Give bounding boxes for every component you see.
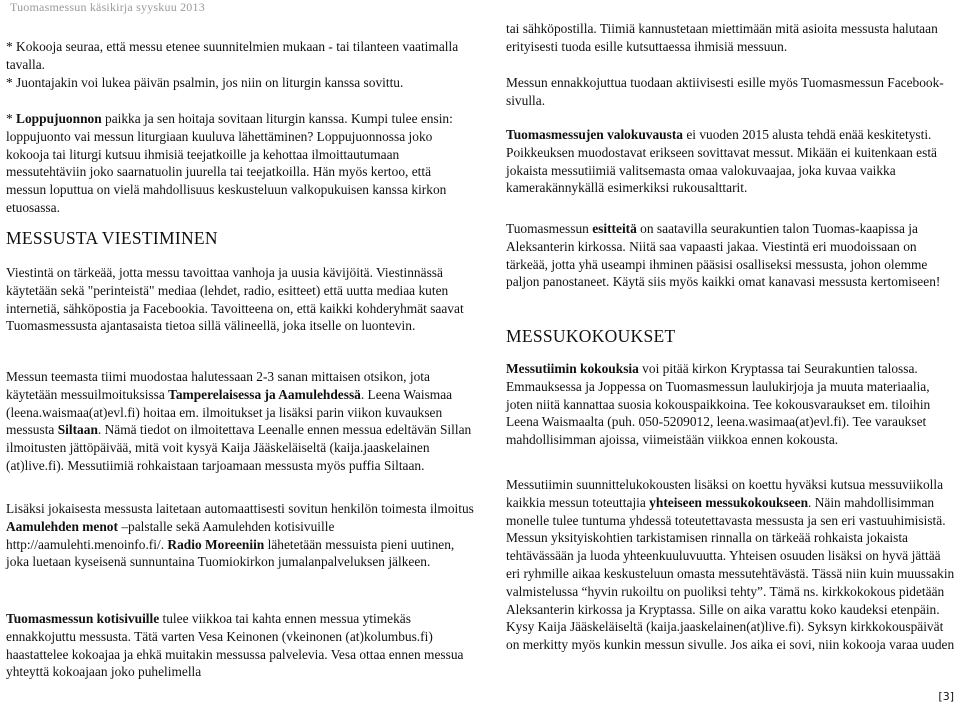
page-number: [3] bbox=[938, 690, 954, 703]
text: Messutiimin suunnittelukokousten lisäksi on koettu hyväksi kutsua messuviikolla kaikkia messun toteuttajia bbox=[506, 477, 944, 510]
text: –palstalle sekä Aamulehden kotisivuille http://aamulehti.menoinfo.fi/. bbox=[6, 518, 335, 552]
document-header: Tuomasmessun käsikirja syyskuu 2013 bbox=[10, 0, 205, 14]
text: ei vuoden 2015 alusta tehdä enää keskitetysti. Poikkeuksen muodostavat erikseen sovittavat messut. Mikään ei kuitenkaan estä jokaista messutiimiä valitsemasta omaa valokuvaajaa, joka kuvaa vaikka kamerakännykällä esimerkiksi rukousalttarit. bbox=[506, 127, 938, 196]
text: paikka ja sen hoitaja sovitaan liturgin kanssa. Kumpi tulee ensin: loppujuonto vai messun liturgiaan kuuluva lähettäminen? Loppujuonnossa joko kokooja tai liturgi kutsuu ihmisiä teejatkoille ja kehottaa ilmoittautumaan messutehtäviin joko saarnatuolin juurella tai teejatkoilla. Hän myös kertoo, että messun loputtua on vielä mahdollisuus keskusteluun valkopukuisen kanssa kirkon etuosassa. bbox=[6, 111, 453, 215]
bold-term: Tamperelaisessa ja Aamulehdessä bbox=[168, 386, 361, 402]
bold-term: Aamulehden menot bbox=[6, 518, 118, 534]
bold-term: Messutiimin kokouksia bbox=[506, 361, 639, 376]
paragraph-esitteet bbox=[506, 220, 958, 291]
text: . Näin mahdollisimman monelle tulee tuntuma yhdessä toteutettavasta messusta ja sen eri vastuuhimisistä. Messun yksityiskohtien tarkistamisen rinnalla on tärkeää rohkaista jokaista tehtävässään ja luoda yhteenkuuluvuutta. Yhteisen osuuden lisäksi on hyvä jättää eri ryhmille aikaa keskusteluun omasta messutehtävästä. Tässä niin kuin muussakin valmistelussa “hyvin rukoiltu on puoliksi tehty”. Tämä ns. kirkkokokous pidetään Aleksanterin kirkossa ja Kryptassa. Sille on aika varattu koko kaudeksi etenpäin. Kysy Kaija Jääskeläiseltä (kaija.jaaskelainen(at)live.fi). Syksyn kirkkokouspäivät on merkitty myös kunkin messun sivulle. Jos aika ei sovi, niin kokooja varaa uuden bbox=[506, 494, 955, 653]
bold-term: Radio Moreeniin bbox=[167, 536, 265, 552]
text: Messun teemasta tiimi muodostaa halutessaan 2-3 sanan mittaisen otsikon, jota käytetään messuilmoituksissa bbox=[6, 369, 430, 402]
text: voi pitää kirkon Kryptassa tai Seurakuntien talossa. Emmauksessa ja Joppessa on Tuomasmessun laulukirjoja ja muuta materiaalia, joten niitä kannattaa suosia kokouspaikkoina. Tee kokousvaraukset em. tiloihin Leena Waismaalta (puh. 050-5209012, leena.wasimaa(at)evl.fi). Tee varaukset mahdollisimman ajoissa, viimeistään viikkoa ennen kokousta. bbox=[506, 361, 931, 448]
paragraph-kotisivut bbox=[6, 610, 474, 681]
paragraph-messukokous bbox=[506, 476, 958, 654]
text: tulee viikkoa tai kahta ennen messua ytimekäs ennakkojuttu messusta. Tätä varten Vesa Keinonen (vkeinonen (at)kolumbus.fi) haastattelee kokoajaa ja ehkä muitakin messussa palvelevia. Vesa ottaa ennen messua yhteyttä kokoajaan joko puhelimella bbox=[6, 611, 464, 680]
bold-term: yhteiseen messukokoukseen bbox=[649, 494, 809, 510]
paragraph-juontaja: * Juontajakin voi lukea päivän psalmin, jos niin on liturgin kanssa sovittu. bbox=[6, 75, 404, 90]
bold-term: Tuomasmessun kotisivuille bbox=[6, 611, 160, 626]
text: Tuomasmessun bbox=[506, 221, 593, 236]
text: * bbox=[6, 111, 17, 126]
bold-term: Siltaan bbox=[57, 422, 98, 438]
text: . Leena Waismaa (leena.waismaa(at)evl.fi) hoitaa em. ilmoitukset ja lisäksi parin viikon kuvauksen messusta bbox=[6, 386, 453, 438]
text: on saatavilla seurakuntien talon Tuomas-kaapissa ja Aleksanterin kirkossa. Niitä saa vapaasti jakaa. Viestintä eri muodoissaan on tärkeää, jotta yhä useampi ihminen pääsisi osalliseksi messusta, johon olemme paljon panostaneet. Käytä siis myös kaikki omat kanavasi messusta kertomiseen! bbox=[506, 221, 941, 290]
section-heading-messukokoukset: MESSUKOKOUKSET bbox=[506, 326, 676, 346]
paragraph-facebook: Messun ennakkojuttua tuodaan aktiivisesti esille myös Tuomasmessun Facebook-sivulla. bbox=[506, 75, 944, 108]
paragraph-sahkoposti: tai sähköpostilla. Tiimiä kannustetaan miettimään mitä asioita messusta halutaan erityisesti tuoda esille kutsuttaessa ihmisiä messuun. bbox=[506, 21, 938, 54]
paragraph-valokuvaus bbox=[506, 126, 958, 197]
text: . Nämä tiedot on ilmoitettava Leenalle ennen messua edeltävän Sillan ilmoitusten jättöpäivää, mitä voit kysyä Kaija Jääskeläiseltä (kaija.jaaskelainen (at)live.fi). Messutiimiä rohkaistaan tarjoamaan messusta myös puffia Siltaan. bbox=[6, 422, 472, 473]
paragraph-teema bbox=[6, 368, 474, 475]
text: lähetetään messuista pieni uutinen, joka luetaan kyseisenä sunnuntaina Tuomiokirkon jumalanpalveluksen jälkeen. bbox=[6, 536, 455, 570]
paragraph-loppujuonto bbox=[6, 110, 474, 217]
text: Lisäksi jokaisesta messusta laitetaan automaattisesti sovitun henkilön toimesta ilmoitus bbox=[6, 501, 474, 516]
paragraph-ilmoitus bbox=[6, 500, 474, 571]
bold-term: Loppujuonnon bbox=[16, 111, 102, 126]
section-heading-viestiminen: MESSUSTA VIESTIMINEN bbox=[6, 228, 218, 248]
paragraph-viestinta: Viestintä on tärkeää, jotta messu tavoittaa vanhoja ja uusia kävijöitä. Viestinnässä käytetään sekä "perinteistä" mediaa (lehdet, radio, esitteet) että uutta mediaa kuten internetiä, sähköpostia ja Facebookia. Tavoitteena on, että kaikki kohderyhmät saavat Tuomasmessusta ajantasaista tietoa sillä välineellä, joka itselle on luontevin. bbox=[6, 265, 464, 334]
bold-term: esitteitä bbox=[592, 221, 637, 236]
paragraph-kokooja: * Kokooja seuraa, että messu etenee suunnitelmien mukaan - tai tilanteen vaatimalla tavalla. bbox=[6, 39, 459, 72]
paragraph-kokoukset bbox=[506, 360, 958, 449]
bold-term: Tuomasmessujen valokuvausta bbox=[506, 127, 683, 142]
